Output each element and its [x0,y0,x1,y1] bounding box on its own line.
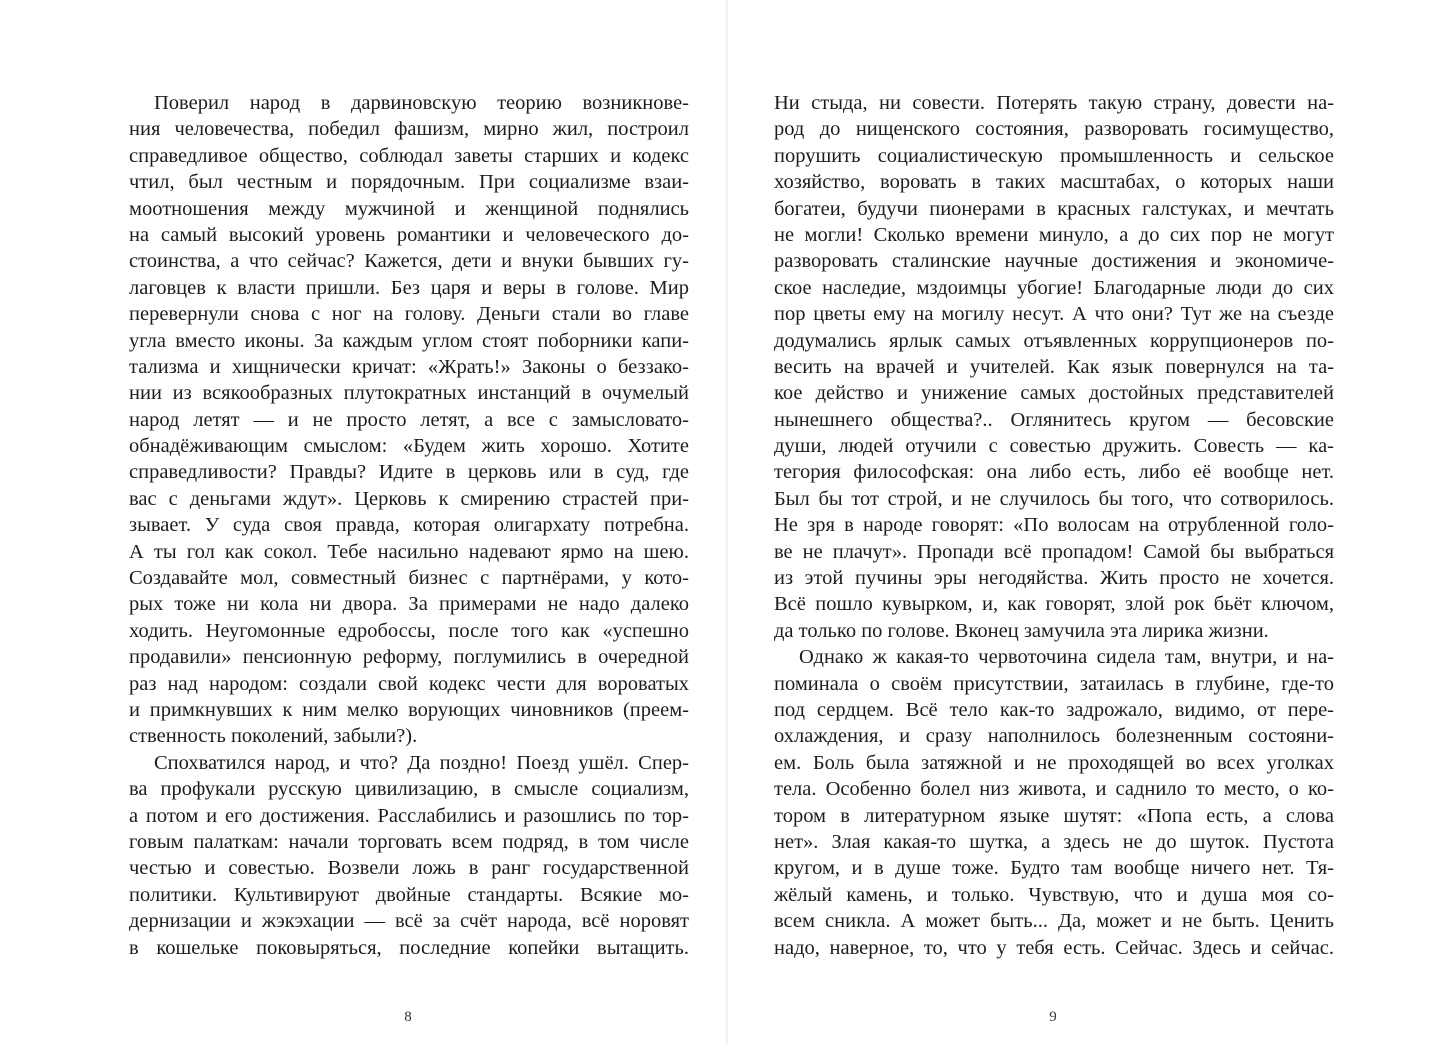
text-line: кругом, и в душе тоже. Будто там вообще ничего нет. Тя- [774,857,1334,880]
text-line: богатеи, будучи пионерами в красных галстуках, и мечтать [774,197,1334,220]
text-line: Создавайте мол, совместный бизнес с партнёрами, у кото- [129,567,689,590]
text-line: ское наследие, мздоимцы убогие! Благодарные люди до сих [774,276,1334,299]
text-line: рых тоже ни кола ни двора. За примерами не надо далеко [129,593,689,616]
text-line: честью и совестью. Возвели ложь в ранг государственной [129,857,689,880]
text-line: ва профукали русскую цивилизацию, в смысле социализм, [129,778,689,801]
text-line: поминала о своём присутствии, затаилась в глубине, где-то [774,672,1334,695]
text-line: охлаждения, и сразу наполнилось болезненным состояни- [774,725,1334,748]
text-line: ем. Боль была затяжной и не проходящей во всех уголках [774,751,1334,774]
text-line: раз над народом: создали свой кодекс чести для вороватых [129,672,689,695]
text-line: души, людей отучили с совестью дружить. Совесть — ка- [774,435,1334,458]
text-line: порушить социалистическую промышленность и сельское [774,144,1334,167]
text-line: не могли! Сколько времени минуло, а до сих пор не могут [774,223,1334,246]
left-page-text [129,90,689,961]
text-line: дернизации и жэкэхации — всё за счёт народа, всё норовят [129,910,689,933]
text-line: да только по голове. Вконец замучила эта лирика жизни. [774,619,1269,642]
text-line: пор цветы ему на могилу несут. А что они? Тут же на съезде [774,303,1334,326]
text-line: народ летят — и не просто летят, а все с замысловато- [129,408,689,431]
text-line: моотношения между мужчиной и женщиной поднялись [129,197,689,220]
text-line: под сердцем. Всё тело как-то задрожало, видимо, от пере- [774,698,1334,721]
text-line: ве не плачут». Пропади всё пропадом! Самой бы выбраться [774,540,1334,563]
text-line: лаговцев к власти пришли. Без царя и веры в голове. Мир [129,276,689,299]
right-page-number: 9 [1049,1009,1057,1025]
text-line: ственность поколений, забыли?). [129,725,418,748]
text-line: продавили» пенсионную реформу, поглумились в очередной [129,646,689,669]
text-line: жёлый камень, и только. Чувствую, что и душа моя со- [774,883,1334,906]
text-line: в кошельке поковыряться, последние копейки вытащить. [129,936,689,959]
text-line: разворовать сталинские научные достижения и экономиче- [774,250,1334,273]
text-line: Всё пошло кувырком, и, как говорят, злой рок бьёт ключом, [774,593,1334,616]
text-line: политики. Культивируют двойные стандарты. Всякие мо- [129,883,689,906]
text-line: обнадёживающим смыслом: «Будем жить хорошо. Хотите [129,435,689,458]
text-line: а потом и его достижения. Расслабились и разошлись по тор- [129,804,689,827]
right-page-text [774,90,1334,961]
text-line: весить на врачей и учителей. Как язык повернулся на та- [774,355,1334,378]
text-line: вас с деньгами ждут». Церковь к смирению страстей при- [129,487,689,510]
text-line: из этой пучины эры негодяйства. Жить просто не хочется. [774,567,1334,590]
text-line: зывает. У суда своя правда, которая олигархату потребна. [129,514,689,537]
text-line: род до нищенского состояния, разворовать госимущество, [774,118,1334,141]
text-line: чтил, был честным и порядочным. При социализме взаи- [129,171,689,194]
text-line: перевернули снова с ног на голову. Деньги стали во главе [129,303,689,326]
text-line: додумались ярлык самых отъявленных коррупционеров по- [774,329,1334,352]
text-line: А ты гол как сокол. Тебе насильно надевают ярмо на шею. [129,540,689,563]
left-page-number: 8 [404,1009,412,1025]
text-line: тегория философская: она либо есть, либо её вообще нет. [774,461,1334,484]
text-line: кое действо и унижение самых достойных представителей [774,382,1334,405]
text-line: хозяйство, воровать в таких масштабах, о которых наши [774,171,1334,194]
text-line: нии из всякообразных плутократных инстанций в очумелый [129,382,689,405]
text-line: справедливое общество, соблюдал заветы старших и кодекс [129,144,689,167]
text-line: на самый высокий уровень романтики и человеческого до- [129,223,689,246]
text-line: тализма и хищнически кричат: «Жрать!» Законы о беззако- [129,355,689,378]
text-line: угла вместо иконы. За каждым углом стоят поборники капи- [129,329,689,352]
text-line: тела. Особенно болел низ живота, и саднило то место, о ко- [774,778,1334,801]
text-line: ходить. Неугомонные едробоссы, после того как «успешно [129,619,689,642]
book-gutter [725,0,729,1045]
text-line: справедливости? Правды? Идите в церковь или в суд, где [129,461,689,484]
text-line: Спохватился народ, и что? Да поздно! Поезд ушёл. Спер- [154,751,689,774]
text-line: тором в литературном языке шутят: «Попа есть, а слова [774,804,1334,827]
text-line: ния человечества, победил фашизм, мирно жил, построил [129,118,689,141]
text-line: Не зря в народе говорят: «По волосам на отрубленной голо- [774,514,1334,537]
text-line: стоинства, а что сейчас? Кажется, дети и внуки бывших гу- [129,250,689,273]
text-line: говым палаткам: начали торговать всем подряд, в том числе [129,830,689,853]
text-line: Ни стыда, ни совести. Потерять такую страну, довести на- [774,92,1334,114]
text-line: нет». Злая какая-то шутка, а здесь не до шуток. Пустота [774,830,1334,853]
text-line: всем сникла. А может быть... Да, может и не быть. Ценить [774,910,1334,933]
text-line: надо, наверное, то, что у тебя есть. Сейчас. Здесь и сейчас. [774,936,1334,959]
text-line: и примкнувших к ним мелко ворующих чиновников (преем- [129,698,689,721]
text-line: Был бы тот строй, и не случилось бы того, что сотворилось. [774,487,1334,510]
text-line: нынешнего общества?.. Оглянитесь кругом — бесовские [774,408,1334,431]
text-line: Поверил народ в дарвиновскую теорию возникнове- [154,92,689,114]
text-line: Однако ж какая-то червоточина сидела там, внутри, и на- [799,646,1334,669]
